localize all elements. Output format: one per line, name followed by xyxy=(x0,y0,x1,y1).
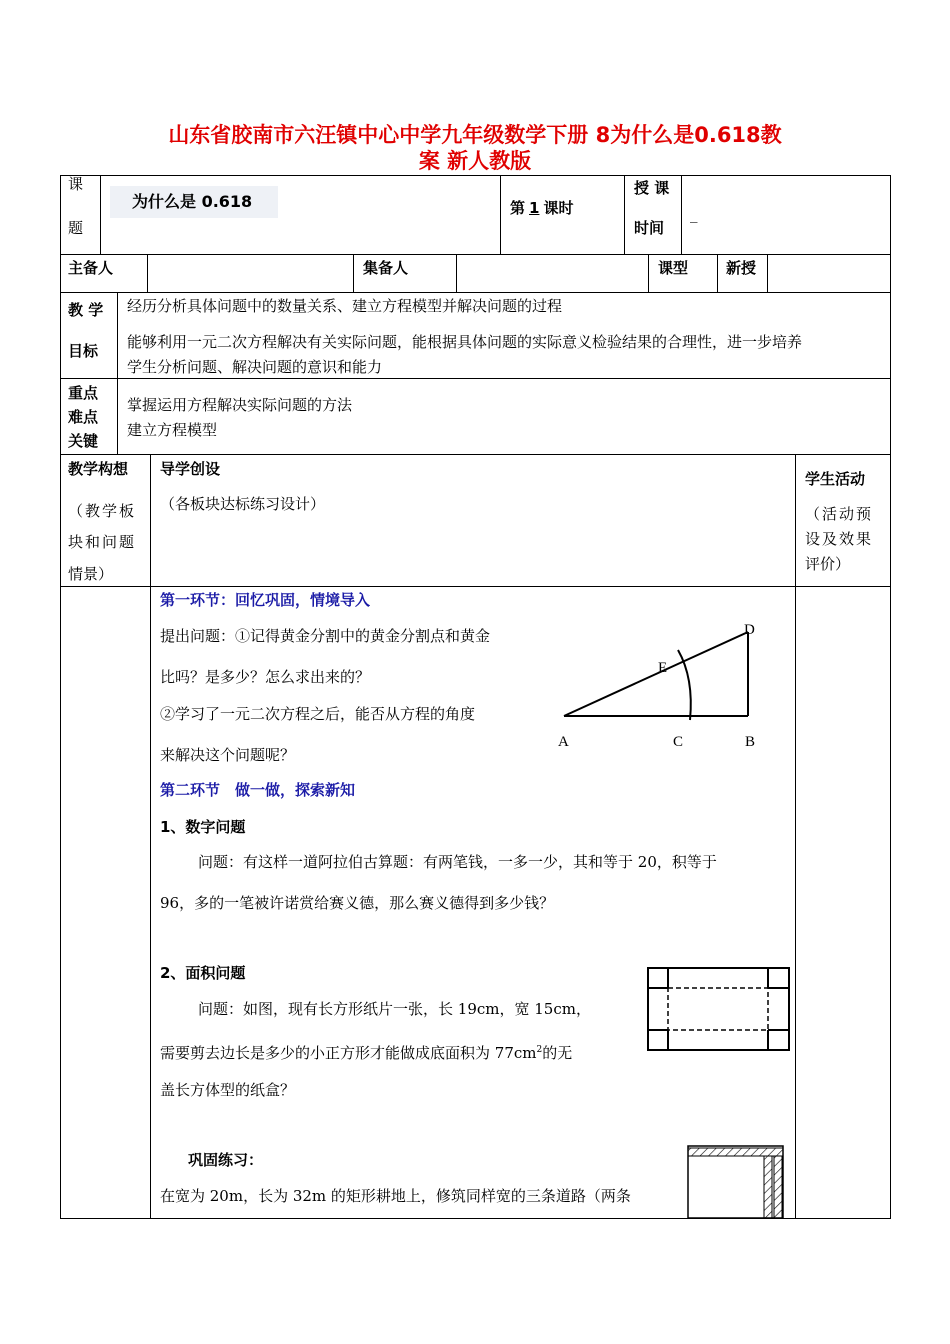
practice-line-a: 在宽为 20m，长为 32m 的矩形耕地上，修筑同样宽的三条道路（两条 xyxy=(160,1187,631,1205)
field-roads-figure xyxy=(686,1144,786,1220)
lesson-type-label: 课型 xyxy=(658,259,689,277)
design-left-4: 情景） xyxy=(68,565,114,583)
lead-preparer-label: 主备人 xyxy=(68,259,114,277)
title-line-1: 山东省胶南市六汪镇中心中学九年级数学下册 8为什么是0.618教 xyxy=(168,123,782,147)
label-e: E xyxy=(658,660,668,676)
keypoint-line-1: 掌握运用方程解决实际问题的方法 xyxy=(127,396,353,414)
area-problem-line-b-1: 需要剪去边长是多少的小正方形才能做成底面积为 77cm xyxy=(160,1044,537,1062)
goal-line-2: 能够利用一元二次方程解决有关实际问题，能根据具体问题的实际意义检验结果的合理性，进一步培养 xyxy=(127,333,803,351)
teach-time-value: _ xyxy=(690,205,698,223)
design-left-3: 块和问题 xyxy=(68,533,137,551)
golden-ratio-triangle-figure xyxy=(540,616,790,756)
area-problem-superscript: 2 xyxy=(536,1045,543,1055)
keypoints-label-1: 重点 xyxy=(68,384,99,402)
period-prefix: 第 xyxy=(510,199,526,217)
lesson-label-1: 课 xyxy=(68,175,84,193)
teach-time-label-1: 授 课 xyxy=(634,179,670,197)
goals-label-1: 教 学 xyxy=(68,301,104,319)
label-c: C xyxy=(673,734,684,750)
label-b: B xyxy=(745,734,756,750)
area-problem-line-a: 问题：如图，现有长方形纸片一张，长 19cm，宽 15cm， xyxy=(198,1000,591,1018)
section-2-title: 第二环节 做一做，探索新知 xyxy=(160,781,356,799)
question-1-line-c: ②学习了一元二次方程之后，能否从方程的角度 xyxy=(160,705,476,723)
document-title xyxy=(60,122,890,174)
design-mid-title: 导学创设 xyxy=(160,460,221,478)
goal-line-3: 学生分析问题、解决问题的意识和能力 xyxy=(127,358,383,376)
question-1-line-d: 来解决这个问题呢？ xyxy=(160,746,296,764)
goals-label-2: 目标 xyxy=(68,342,99,360)
label-a: A xyxy=(558,734,569,750)
period-field xyxy=(510,198,573,218)
area-problem-line-b xyxy=(160,1040,572,1063)
design-right-title: 学生活动 xyxy=(805,470,866,488)
area-problem-line-b-2: 的无 xyxy=(542,1044,573,1062)
title-line-2: 案 新人教版 xyxy=(418,149,532,173)
lesson-label-2: 题 xyxy=(68,219,84,237)
design-right-2: （活动预 xyxy=(805,505,874,523)
number-problem-line-b: 96，多的一笔被许诺赏给赛义德，那么赛义德得到多少钱？ xyxy=(160,894,555,912)
number-problem-line-a: 问题：有这样一道阿拉伯古算题：有两笔钱，一多一少，其和等于 20，积等于 xyxy=(198,853,717,871)
question-1-line-b: 比吗？是多少？怎么求出来的？ xyxy=(160,668,371,686)
keypoints-label-2: 难点 xyxy=(68,408,99,426)
number-problem-title: 1、数字问题 xyxy=(160,818,246,836)
period-number: 1 xyxy=(529,199,540,217)
co-preparer-label: 集备人 xyxy=(363,259,409,277)
area-problem-title: 2、面积问题 xyxy=(160,964,246,982)
question-1-line-a: 提出问题：①记得黄金分割中的黄金分割点和黄金 xyxy=(160,627,491,645)
keypoint-line-2: 建立方程模型 xyxy=(127,421,218,439)
paper-box-net-figure xyxy=(646,966,792,1052)
design-right-4: 评价） xyxy=(805,555,851,573)
design-left-1: 教学构想 xyxy=(68,460,129,478)
design-mid-sub: （各板块达标练习设计） xyxy=(160,495,326,513)
lesson-title: 为什么是 0.618 xyxy=(132,192,253,211)
keypoints-label-3: 关键 xyxy=(68,432,99,450)
design-right-3: 设及效果 xyxy=(805,530,874,548)
label-d: D xyxy=(744,622,755,638)
lesson-type-value: 新授 xyxy=(726,259,757,277)
goal-line-1: 经历分析具体问题中的数量关系、建立方程模型并解决问题的过程 xyxy=(127,297,563,315)
teach-time-label-2: 时间 xyxy=(634,219,665,237)
area-problem-line-c: 盖长方体型的纸盒？ xyxy=(160,1081,296,1099)
practice-title: 巩固练习： xyxy=(188,1151,264,1169)
section-1-title: 第一环节：回忆巩固，情境导入 xyxy=(160,591,371,609)
design-left-2: （教学板 xyxy=(68,502,137,520)
period-suffix: 课时 xyxy=(543,199,574,217)
